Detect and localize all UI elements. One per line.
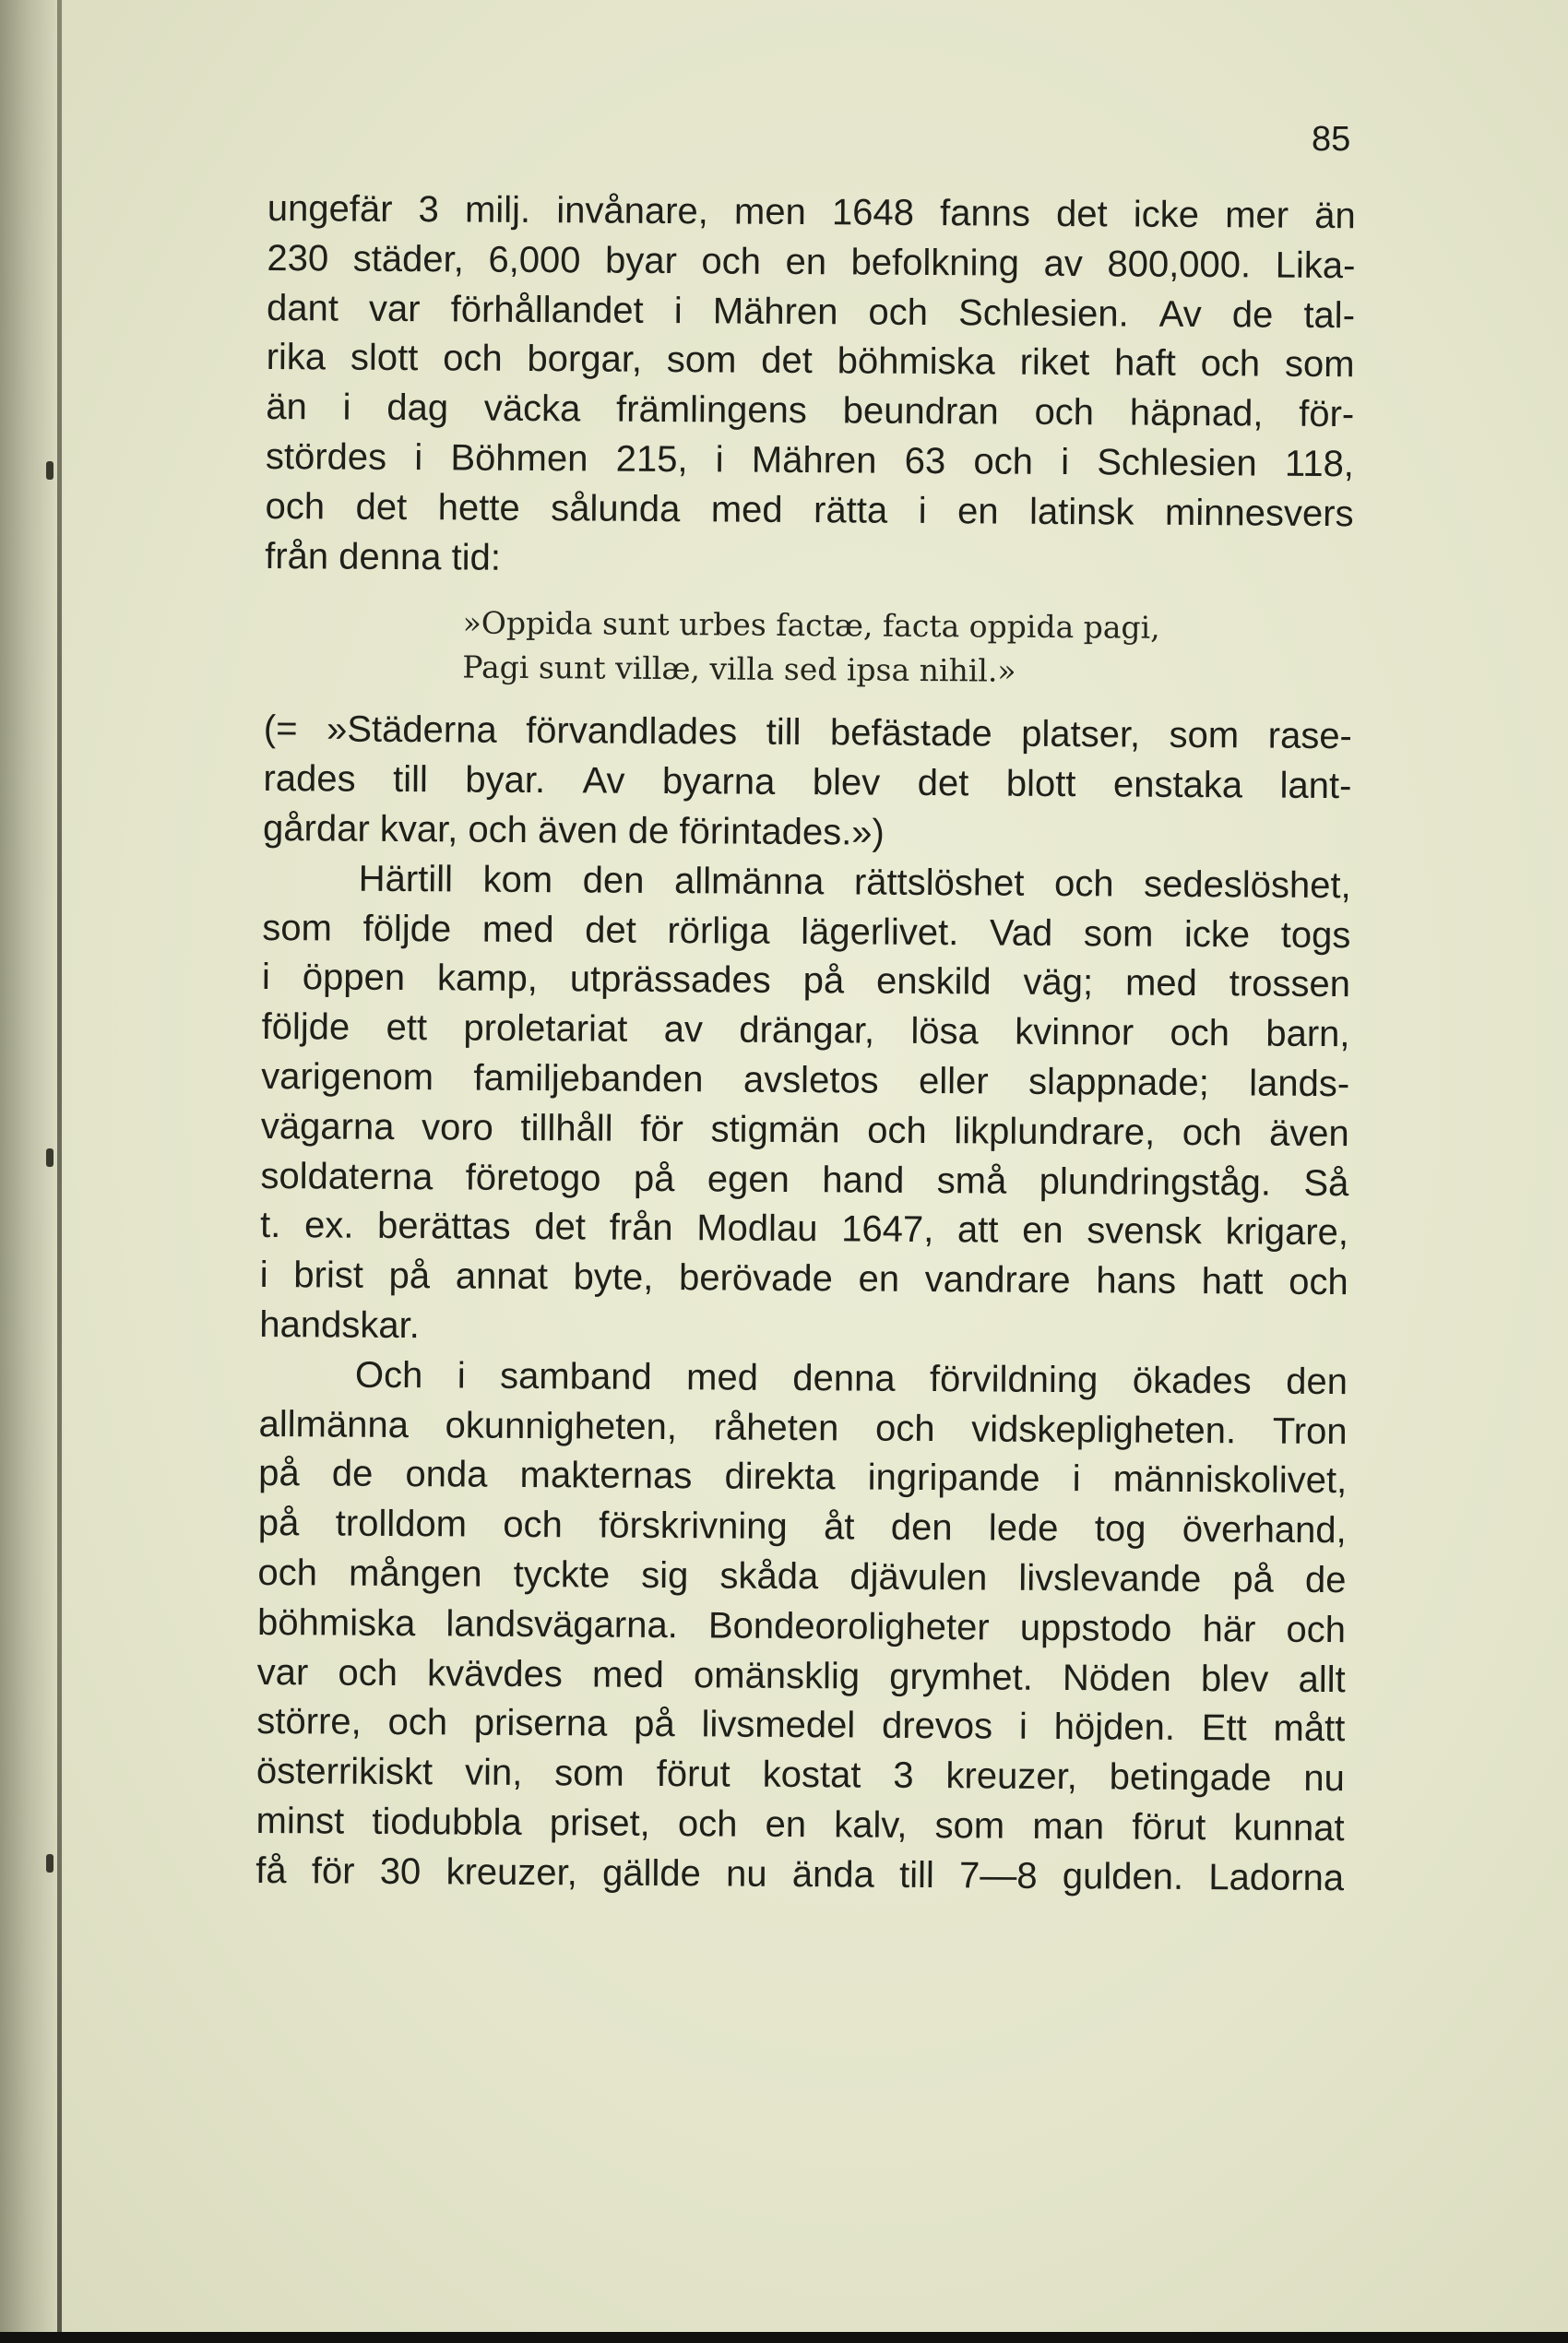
text-line: var och kvävdes med omänsklig grymhet. Nöden blev allt [256,1651,1346,1700]
gutter-mark [46,1854,53,1873]
text-line: ungefär 3 milj. invånare, men 1648 fanns det icke mer än [267,187,1356,237]
text-line: gårdar kvar, och även de förintades.») [262,807,885,853]
paragraph-1 [265,184,1356,589]
text-line: handskar. [259,1303,420,1347]
text-line: österrikiskt vin, som förut kostat 3 kreuzer, betingade nu [255,1751,1346,1800]
verse-line: Pagi sunt villæ, villa sed ipsa nihil.» [462,648,1016,690]
text-line: stördes i Böhmen 215, i Mähren 63 och i Schlesien 118, [265,435,1355,485]
text-line: Och i samband med denna förvildning ökades den [354,1354,1348,1402]
text-line: på trolldom och förskrivning åt den lede tog överhand, [257,1503,1347,1552]
text-line: större, och priserna på livsmedel drevos i höjden. Ett mått [256,1701,1346,1750]
paragraph-2 [263,705,1352,862]
text-line: Härtill kom den allmänna rättslöshet och sedeslöshet, [358,858,1351,906]
text-line: i brist på annat byte, berövade en vandrare hans hatt och [259,1255,1348,1303]
text-line: varigenom familjebanden avsletos eller slappnade; lands- [261,1055,1350,1105]
gutter-mark [46,1148,53,1167]
text-line: rades till byar. Av byarna blev det blott enstaka lant- [263,758,1352,807]
text-line: (= »Städerna förvandlades till befästade platser, som rase- [263,708,1353,757]
text-line: och det hette sålunda med rätta i en latinsk minnesvers [265,485,1354,535]
paragraph-4 [255,1350,1348,1904]
text-line: som följde med det rörliga lägerlivet. Vad som icke togs [262,907,1351,956]
gutter-mark [46,461,53,480]
text-line: från denna tid: [265,535,502,578]
text-line: följde ett proletariat av drängar, lösa kvinnor och barn, [261,1006,1350,1055]
paragraph-3 [259,854,1351,1358]
text-line: vägarna voro tillhåll för stigmän och likplundrare, och även [260,1105,1349,1154]
text-line: rika slott och borgar, som det böhmiska riket haft och som [266,337,1355,386]
text-line: än i dag väcka främlingens beundran och häpnad, för- [266,387,1355,435]
latin-verse [462,601,1353,696]
text-line: allmänna okunnigheten, råheten och vidskepligheten. Tron [258,1403,1348,1452]
text-line: dant var förhållandet i Mähren och Schlesien. Av de tal- [266,287,1356,336]
page-gutter [57,0,62,2332]
text-line: få för 30 kreuzer, gällde nu ända till 7—8 gulden. Ladorna [255,1849,1345,1898]
body-text [255,184,1356,1904]
verse-line: »Oppida sunt urbes factæ, facta oppida pagi, [462,604,1160,647]
text-line: i öppen kamp, utprässades på enskild väg; med trossen [261,957,1351,1005]
text-line: på de onda makternas direkta ingripande i människolivet, [258,1453,1348,1502]
text-line: 230 städer, 6,000 byar och en befolkning av 800,000. Lika- [267,237,1356,287]
text-line: och mången tyckte sig skåda djävulen livslevande på de [257,1552,1347,1601]
text-line: minst tiodubbla priset, och en kalv, som man förut kunnat [255,1800,1345,1849]
page-number: 85 [1312,120,1351,159]
scan-bottom-edge [0,2332,1568,2343]
text-line: t. ex. berättas det från Modlau 1647, att en svensk krigare, [259,1205,1349,1254]
text-line: soldaterna företogo på egen hand små plundringståg. Så [260,1155,1349,1204]
text-line: böhmiska landsvägarna. Bondeoroligheter uppstodo här och [256,1601,1347,1650]
